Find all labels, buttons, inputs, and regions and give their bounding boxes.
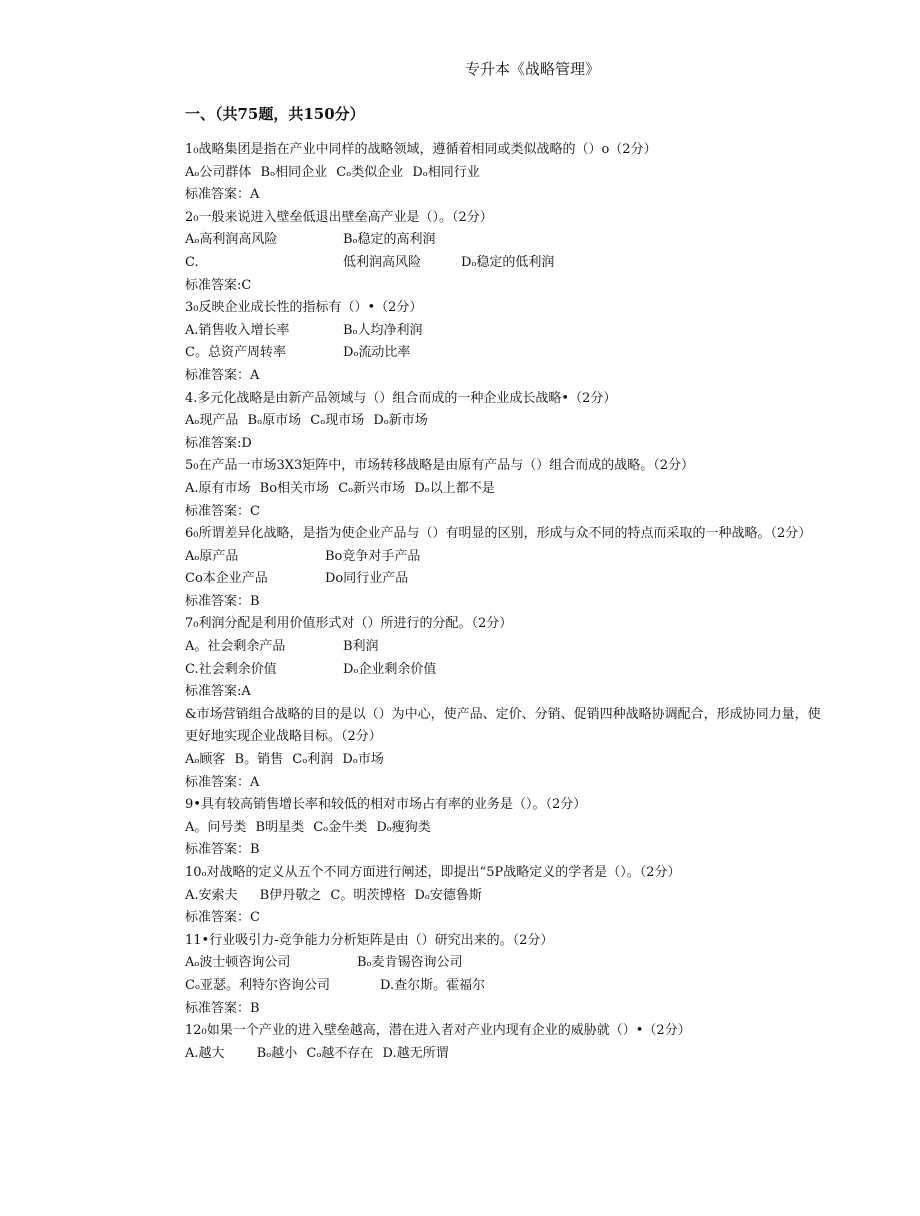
question-9-options xyxy=(185,817,890,840)
question-11-options-row-2 xyxy=(185,975,890,998)
question-12-stem: 12₀如果一个产业的进入壁垒越高，潜在进入者对产业内现有企业的威胁就（）•（2分） xyxy=(185,1023,691,1039)
option-c: Cₒ类似企业 xyxy=(336,164,404,180)
option-b: B利润 xyxy=(343,639,379,655)
option-c: Cₒ亚瑟。利特尔咨询公司 xyxy=(185,977,330,993)
question-11-options-row-1 xyxy=(185,952,890,975)
option-c: Cₒ新兴市场 xyxy=(338,480,406,496)
option-b: Bo相关市场 xyxy=(259,480,330,496)
option-b: Bₒ稳定的高利润 xyxy=(343,232,436,248)
question-3-options-row-1 xyxy=(185,320,890,343)
option-a: Aₒ高利润高风险 xyxy=(185,232,278,248)
option-b: B。销售 xyxy=(234,752,284,768)
option-a: A。问号类 xyxy=(185,819,247,835)
option-d: Dₒ安德鲁斯 xyxy=(414,887,482,903)
question-11-stem: 11•行业吸引力-竞争能力分析矩阵是由（）研究出来的。（2分） xyxy=(185,932,554,948)
option-b: B明星类 xyxy=(255,819,305,835)
question-2-answer: 标准答案:C xyxy=(185,277,252,293)
question-4-options xyxy=(185,410,890,433)
question-7-answer: 标准答案:A xyxy=(185,684,251,700)
option-c: Cₒ越不存在 xyxy=(306,1045,374,1061)
question-10-answer: 标准答案：C xyxy=(185,910,260,926)
option-a: A。社会剩余产品 xyxy=(185,639,286,655)
question-2-options-row-2 xyxy=(185,252,890,275)
option-b: Bₒ相同企业 xyxy=(260,164,328,180)
question-8-stem-line-1: &市场营销组合战略的目的是以（）为中心，使产品、定价、分销、促销四种战略协调配合，形成协同力量，使 xyxy=(185,706,821,722)
option-a: A.越大 xyxy=(185,1045,225,1061)
question-5-options xyxy=(185,478,890,501)
option-b: Bₒ麦肯锡咨询公司 xyxy=(357,955,463,971)
question-9-answer: 标准答案：B xyxy=(185,842,260,858)
question-11-answer: 标准答案：B xyxy=(185,1000,260,1016)
section-heading: 一、（共75题，共150分） xyxy=(185,105,365,123)
question-8-options xyxy=(185,749,890,772)
question-1-options xyxy=(185,162,890,185)
option-d: Dₒ相同行业 xyxy=(412,164,480,180)
question-5-answer: 标准答案：C xyxy=(185,503,260,519)
option-c: C。总资产周转率 xyxy=(185,345,286,361)
option-a: A.原有市场 xyxy=(185,480,251,496)
question-2-options-row-1 xyxy=(185,229,890,252)
question-3-stem: 3₀反映企业成长性的指标有（）•（2分） xyxy=(185,300,423,316)
question-7-options-row-2 xyxy=(185,659,890,682)
question-3-answer: 标准答案：A xyxy=(185,367,260,383)
question-9-stem: 9•具有较高销售增长率和较低的相对市场占有率的业务是（）。（2分） xyxy=(185,797,587,813)
option-b: Bₒ越小 xyxy=(256,1045,298,1061)
option-a: A.销售收入增长率 xyxy=(185,322,290,338)
question-3-options-row-2 xyxy=(185,342,890,365)
question-4-stem: 4.多元化战略是由新产品领域与（）组合而成的一种企业成长战略•（2分） xyxy=(185,390,617,406)
question-12-options xyxy=(185,1043,890,1066)
option-a: Aₒ公司群体 xyxy=(185,164,252,180)
option-a: A.安索夫 xyxy=(185,887,238,903)
option-d: Dₒ流动比率 xyxy=(343,345,411,361)
option-b: Bₒ人均净利润 xyxy=(343,322,423,338)
option-d: Dₒ市场 xyxy=(342,752,384,768)
option-d: D.查尔斯。霍福尔 xyxy=(380,977,486,993)
option-c: C。明茨博格 xyxy=(330,887,406,903)
question-4-answer: 标准答案:D xyxy=(185,435,252,451)
question-6-options-row-2 xyxy=(185,568,890,591)
question-7-stem: 7₀利润分配是利用价值形式对（）所进行的分配。（2分） xyxy=(185,616,513,632)
question-1-stem: 1₀战略集团是指在产业中同样的战略领域，遵循着相同或类似战略的（）o（2分） xyxy=(185,142,657,157)
question-10-options xyxy=(185,885,890,908)
option-d: Do同行业产品 xyxy=(325,571,409,587)
option-c-text: 低利润高风险 xyxy=(343,254,422,270)
option-b: B伊丹敬之 xyxy=(259,887,322,903)
option-a: Aₒ波士顿咨询公司 xyxy=(185,955,291,971)
question-8-stem-line-2: 更好地实现企业战略目标。（2分） xyxy=(185,729,382,745)
question-7-options-row-1 xyxy=(185,636,890,659)
option-a: Aₒ现产品 xyxy=(185,413,239,429)
option-d: Dₒ企业剩余价值 xyxy=(343,661,437,677)
question-list xyxy=(185,139,890,1065)
option-c: C.社会剩余价值 xyxy=(185,661,277,677)
option-d: Dₒ新市场 xyxy=(373,413,428,429)
option-b: Bo竞争对手产品 xyxy=(325,548,421,564)
document-title: 专升本《战略管理》 xyxy=(464,60,600,78)
option-d: D.越无所谓 xyxy=(382,1045,449,1061)
option-a: Aₒ原产品 xyxy=(185,548,239,564)
question-10-stem: 10ₒ对战略的定义从五个不同方面进行阐述，即提出“5P战略定义的学者是（）。（2分） xyxy=(185,865,681,880)
option-d: Dₒ稳定的低利润 xyxy=(461,254,555,270)
option-c-letter: C. xyxy=(185,254,199,270)
question-1-answer: 标准答案：A xyxy=(185,187,260,203)
option-a: Aₒ顾客 xyxy=(185,752,226,768)
option-c: Co本企业产品 xyxy=(185,571,268,587)
question-6-answer: 标准答案：B xyxy=(185,593,260,609)
option-b: Bₒ原市场 xyxy=(247,413,302,429)
question-5-stem: 5₀在产品一市场3X3矩阵中，市场转移战略是由原有产品与（）组合而成的战略。（2分） xyxy=(185,458,695,474)
option-d: Dₒ以上都不是 xyxy=(414,480,495,496)
option-c: Cₒ现市场 xyxy=(310,413,365,429)
question-6-stem: 6₀所谓差异化战略，是指为使企业产品与（）有明显的区别，形成与众不同的特点而采取的一种战略。（2分） xyxy=(185,526,812,542)
option-c: Cₒ金牛类 xyxy=(313,819,368,835)
question-8-answer: 标准答案：A xyxy=(185,774,260,790)
question-2-stem: 2₀一般来说进入壁垒低退出壁垒高产业是（）。（2分） xyxy=(185,209,493,225)
question-6-options-row-1 xyxy=(185,546,890,569)
option-c: Cₒ利润 xyxy=(292,752,334,768)
option-d: Dₒ瘦狗类 xyxy=(376,819,431,835)
